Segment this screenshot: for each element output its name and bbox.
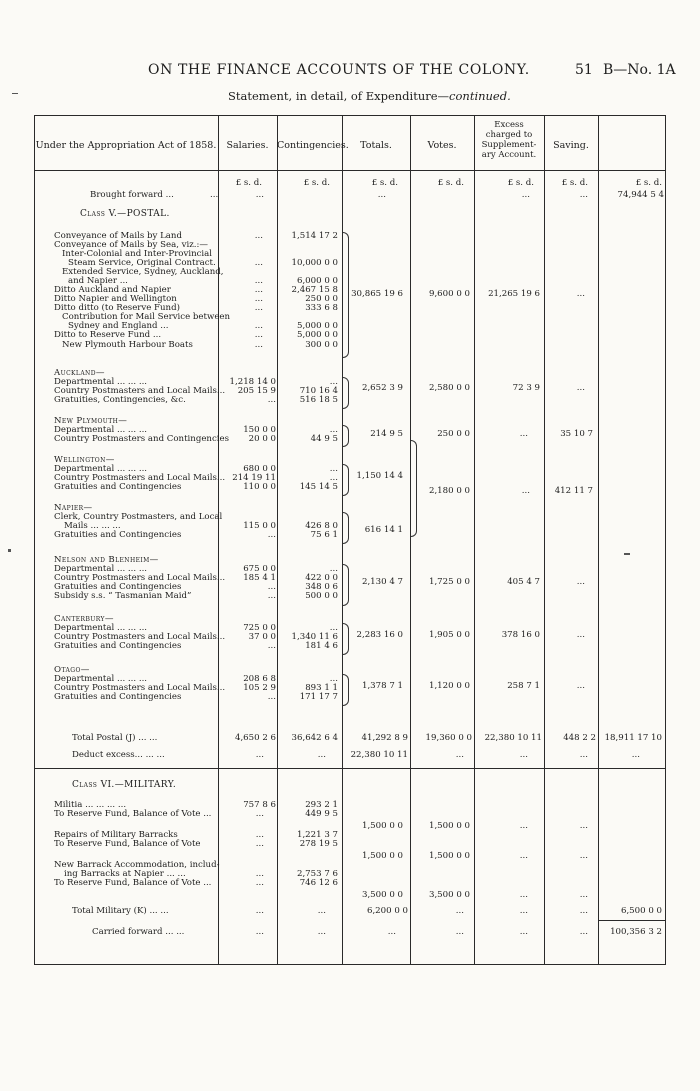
postal-line-contingencies: 5,000 0 0 — [296, 330, 338, 340]
brought-forward-amount: 74,944 5 4 — [617, 190, 664, 200]
well-napier-votes: 2,180 0 0 — [428, 486, 470, 496]
military-group-saving: ... — [579, 890, 588, 900]
postal-line-label: Inter-Colonial and Inter-Provincial — [62, 249, 213, 259]
ledger-line-contingencies: 44 9 5 — [310, 434, 338, 444]
header-contingencies: Contingencies. — [277, 140, 349, 151]
page-title: ON THE FINANCE ACCOUNTS OF THE COLONY. — [148, 62, 530, 78]
section-votes: 2,580 0 0 — [428, 383, 470, 393]
group-brace — [343, 512, 349, 544]
postal-line-label: Ditto Auckland and Napier — [54, 285, 171, 295]
ledger-line-contingencies: ... — [329, 473, 338, 483]
ledger-line-salaries: 37 0 0 — [248, 632, 276, 642]
ledger-line-contingencies: ... — [329, 623, 338, 633]
postal-line-label: Steam Service, Original Contract. — [68, 258, 216, 268]
ledger-line-contingencies: 500 0 0 — [305, 591, 338, 601]
group-brace — [343, 623, 349, 655]
section-excess: ... — [519, 429, 528, 439]
ledger-line-contingencies: 181 4 6 — [305, 641, 338, 651]
ledger-line-label: Clerk, Country Postmasters, and Local — [54, 512, 223, 522]
ledger-line-contingencies: ... — [329, 425, 338, 435]
postal-group-excess: 21,265 19 6 — [488, 289, 540, 299]
header-excess: Excess charged to Supplementary Account. — [481, 120, 537, 160]
col-divider — [277, 115, 278, 965]
military-group-excess: ... — [519, 851, 528, 861]
section-votes: 1,120 0 0 — [428, 681, 470, 691]
ledger-line-salaries: ... — [255, 830, 264, 840]
military-group-excess: ... — [519, 890, 528, 900]
ledger-line-salaries: ... — [255, 839, 264, 849]
postal-line-label: Conveyance of Mails by Land — [54, 231, 182, 241]
section-heading-nelson: Nelson and Blenheim— — [54, 555, 159, 565]
section-excess: 72 3 9 — [512, 383, 540, 393]
total-military-amount: 6,500 0 0 — [620, 906, 662, 916]
military-group-votes: 1,500 0 0 — [428, 821, 470, 831]
ledger-line-contingencies: 278 19 5 — [299, 839, 338, 849]
brought-forward-label: Brought forward ... — [90, 190, 174, 200]
total-postal-label: Total Postal (J) ... ... — [72, 733, 158, 743]
postal-line-contingencies: 1,514 17 2 — [291, 231, 338, 241]
ledger-line-salaries: 150 0 0 — [243, 425, 276, 435]
ledger-line-label: Gratuities and Contingencies — [54, 582, 182, 592]
ledger-line-salaries: ... — [267, 641, 276, 651]
ledger-line-salaries: 110 0 0 — [243, 482, 276, 492]
header-salaries: Salaries. — [226, 140, 269, 151]
col-divider — [544, 115, 545, 965]
ledger-line-label: Gratuities and Contingencies — [54, 641, 182, 651]
ledger-line-salaries: ... — [255, 809, 264, 819]
postal-line-contingencies: 333 6 8 — [305, 303, 338, 313]
ledger-line-label: Mails ... ... ... — [64, 521, 121, 531]
ledger-line-contingencies: 426 8 0 — [305, 521, 338, 531]
total-military-label: Total Military (K) ... ... — [72, 906, 169, 916]
section-heading-otago: Otago— — [54, 665, 90, 675]
section-saving: ... — [576, 630, 585, 640]
ledger-line-label: Subsidy s.s. “ Tasmanian Maid” — [54, 591, 192, 601]
group-brace — [343, 564, 349, 606]
postal-line-label: New Plymouth Harbour Boats — [62, 340, 193, 350]
ledger-line-contingencies: 348 0 6 — [305, 582, 338, 592]
ledger-line-salaries: 205 15 9 — [237, 386, 276, 396]
statement-subtitle: Statement, in detail, of Expenditure—continued. — [228, 89, 511, 103]
subtotal-rule — [599, 920, 666, 921]
ledger-line-salaries: 757 8 6 — [243, 800, 276, 810]
ledger-line-label: To Reserve Fund, Balance of Vote ... — [54, 878, 212, 888]
ledger-line-salaries: 725 0 0 — [243, 623, 276, 633]
ledger-line-salaries: 20 0 0 — [248, 434, 276, 444]
postal-line-label: Sydney and England ... — [68, 321, 169, 331]
section-totals: 2,283 16 0 — [356, 630, 403, 640]
postal-line-contingencies: 300 0 0 — [305, 340, 338, 350]
postal-line-salaries: ... — [254, 276, 263, 286]
ledger-line-salaries: 208 6 8 — [243, 674, 276, 684]
ledger-line-salaries: ... — [267, 591, 276, 601]
section-saving: ... — [576, 681, 585, 691]
page-header — [0, 62, 700, 82]
col-divider — [410, 115, 411, 965]
ledger-line-label: Departmental ... ... ... — [54, 623, 148, 633]
ledger-line-label: Departmental ... ... ... — [54, 564, 148, 574]
group-brace — [411, 440, 417, 537]
postal-line-contingencies: 5,000 0 0 — [296, 321, 338, 331]
ledger-line-label: To Reserve Fund, Balance of Vote — [54, 839, 201, 849]
page-number: 51 — [575, 62, 593, 78]
ledger-line-salaries: 214 19 11 — [232, 473, 276, 483]
ledger-line-contingencies: ... — [329, 674, 338, 684]
section-totals: 1,378 7 1 — [361, 681, 403, 691]
postal-line-contingencies: 10,000 0 0 — [291, 258, 338, 268]
ledger-line-label: ing Barracks at Napier ... ... — [64, 869, 186, 879]
postal-line-salaries: ... — [254, 303, 263, 313]
group-brace — [343, 377, 349, 409]
ledger-line-label: Gratuities and Contingencies — [54, 482, 182, 492]
military-group-totals: 1,500 0 0 — [361, 851, 403, 861]
ledger-line-label: Country Postmasters and Local Mails... — [54, 632, 226, 642]
ledger-line-contingencies: 422 0 0 — [305, 573, 338, 583]
section-excess: 378 16 0 — [501, 630, 540, 640]
ledger-line-salaries: 185 4 1 — [243, 573, 276, 583]
section-heading-canterbury: Canterbury— — [54, 614, 114, 624]
military-group-votes: 3,500 0 0 — [428, 890, 470, 900]
ledger-line-salaries: ... — [267, 692, 276, 702]
ledger-line-contingencies: 746 12 6 — [299, 878, 338, 888]
col-divider — [474, 115, 475, 965]
col-divider — [598, 115, 599, 965]
header-totals: Totals. — [360, 140, 392, 151]
postal-line-label: Ditto Napier and Wellington — [54, 294, 177, 304]
carried-forward-amount: 100,356 3 2 — [610, 927, 662, 937]
ledger-line-salaries: ... — [267, 582, 276, 592]
section-totals: 2,652 3 9 — [361, 383, 403, 393]
total-postal-amount: 18,911 17 10 — [604, 733, 662, 743]
postal-line-label: Ditto to Reserve Fund ... — [54, 330, 162, 340]
section-votes: 250 0 0 — [437, 429, 470, 439]
document-reference: B—No. 1A — [603, 62, 676, 78]
currency-unit-label: £ s. d. — [303, 178, 330, 188]
ledger-line-contingencies: 2,753 7 6 — [296, 869, 338, 879]
ledger-line-salaries: 1,218 14 0 — [229, 377, 276, 387]
ledger-line-label: Departmental ... ... ... — [54, 674, 148, 684]
currency-unit-label: £ s. d. — [371, 178, 398, 188]
section-saving: 35 10 7 — [560, 429, 593, 439]
ledger-line-label: Country Postmasters and Local Mails... — [54, 573, 226, 583]
ledger-line-label: Militia ... ... ... ... — [54, 800, 127, 810]
carried-forward-label: Carried forward ... ... — [92, 927, 185, 937]
currency-unit-label: £ s. d. — [635, 178, 662, 188]
ledger-line-label: Departmental ... ... ... — [54, 377, 148, 387]
ledger-line-label: Departmental ... ... ... — [54, 425, 148, 435]
ledger-line-contingencies: 293 2 1 — [305, 800, 338, 810]
ledger-line-salaries: ... — [267, 395, 276, 405]
section-heading-wellington: Wellington— — [54, 455, 115, 465]
ledger-line-contingencies: ... — [329, 464, 338, 474]
ledger-line-label: Repairs of Military Barracks — [54, 830, 178, 840]
postal-line-contingencies: 2,467 15 8 — [291, 285, 338, 295]
group-brace — [343, 425, 349, 447]
military-group-excess: ... — [519, 821, 528, 831]
ledger-line-label: Gratuities and Contingencies — [54, 692, 182, 702]
postal-line-salaries: ... — [254, 340, 263, 350]
group-brace — [343, 464, 349, 496]
header-description: Under the Appropriation Act of 1858. — [35, 140, 217, 151]
section-rule — [34, 768, 666, 769]
ledger-line-contingencies: 1,221 3 7 — [296, 830, 338, 840]
section-totals: 214 9 5 — [370, 429, 403, 439]
section-heading-auckland: Auckland— — [54, 368, 105, 378]
ledger-line-label: Departmental ... ... ... — [54, 464, 148, 474]
deduct-excess-label: Deduct excess... ... ... — [72, 750, 165, 760]
ledger-line-salaries: 675 0 0 — [243, 564, 276, 574]
ledger-line-salaries: 680 0 0 — [243, 464, 276, 474]
ledger-line-label: Country Postmasters and Local Mails... — [54, 473, 226, 483]
scan-mark — [12, 93, 18, 94]
section-heading-military: Class VI.—MILITARY. — [72, 780, 177, 790]
well-napier-saving: 412 11 7 — [554, 486, 593, 496]
header-saving: Saving. — [553, 140, 589, 151]
ledger-line-contingencies: 449 9 5 — [305, 809, 338, 819]
currency-unit-label: £ s. d. — [507, 178, 534, 188]
header-rule — [34, 170, 666, 171]
ledger-line-label: To Reserve Fund, Balance of Vote ... — [54, 809, 212, 819]
military-group-saving: ... — [579, 821, 588, 831]
scan-mark — [624, 553, 630, 555]
section-heading-napier: Napier— — [54, 503, 93, 513]
section-saving: ... — [576, 577, 585, 587]
ledger-line-salaries: 105 2 9 — [243, 683, 276, 693]
ledger-line-label: Country Postmasters and Local Mails... — [54, 683, 226, 693]
well-napier-excess: ... — [521, 486, 530, 496]
section-totals: 616 14 1 — [364, 525, 403, 535]
group-brace — [343, 232, 349, 358]
ledger-line-label: New Barrack Accommodation, includ- — [54, 860, 220, 870]
section-totals: 2,130 4 7 — [361, 577, 403, 587]
postal-group-totals: 30,865 19 6 — [351, 289, 403, 299]
ledger-line-contingencies: 171 17 7 — [299, 692, 338, 702]
postal-line-salaries: ... — [254, 321, 263, 331]
postal-line-contingencies: 250 0 0 — [305, 294, 338, 304]
ledger-line-salaries: ... — [255, 878, 264, 888]
header-votes: Votes. — [427, 140, 457, 151]
postal-line-salaries: ... — [254, 330, 263, 340]
section-votes: 1,725 0 0 — [428, 577, 470, 587]
ledger-line-contingencies: 710 16 4 — [299, 386, 338, 396]
ledger-line-contingencies: ... — [329, 564, 338, 574]
ledger-line-label: Country Postmasters and Local Mails... — [54, 386, 226, 396]
postal-line-salaries: ... — [254, 231, 263, 241]
ledger-line-contingencies: ... — [329, 377, 338, 387]
postal-group-votes: 9,600 0 0 — [428, 289, 470, 299]
ledger-line-salaries: 115 0 0 — [243, 521, 276, 531]
ledger-line-salaries: ... — [267, 530, 276, 540]
ledger-line-contingencies: 75 6 1 — [310, 530, 338, 540]
postal-line-salaries: ... — [254, 258, 263, 268]
section-heading-new-plymouth: New Plymouth— — [54, 416, 128, 426]
col-divider — [218, 115, 219, 965]
postal-line-label: Contribution for Mail Service between — [62, 312, 231, 322]
section-excess: 405 4 7 — [507, 577, 540, 587]
ledger-line-label: Gratuities and Contingencies — [54, 530, 182, 540]
military-group-totals: 3,500 0 0 — [361, 890, 403, 900]
scan-mark — [8, 549, 11, 552]
postal-line-label: and Napier ... — [68, 276, 128, 286]
section-heading-postal: Class V.—POSTAL. — [80, 209, 170, 219]
section-votes: 1,905 0 0 — [428, 630, 470, 640]
ledger-line-contingencies: 145 14 5 — [299, 482, 338, 492]
military-group-saving: ... — [579, 851, 588, 861]
postal-line-contingencies: 6,000 0 0 — [296, 276, 338, 286]
postal-line-salaries: ... — [254, 294, 263, 304]
section-totals: 1,150 14 4 — [356, 471, 403, 481]
section-excess: 258 7 1 — [507, 681, 540, 691]
group-brace — [343, 674, 349, 706]
military-group-votes: 1,500 0 0 — [428, 851, 470, 861]
postal-line-label: Conveyance of Mails by Sea, viz.:— — [54, 240, 209, 250]
ledger-line-contingencies: 893 1 1 — [305, 683, 338, 693]
section-saving: ... — [576, 383, 585, 393]
ledger-line-contingencies: 1,340 11 6 — [291, 632, 338, 642]
ledger-line-contingencies: 516 18 5 — [299, 395, 338, 405]
military-group-totals: 1,500 0 0 — [361, 821, 403, 831]
currency-unit-label: £ s. d. — [235, 178, 262, 188]
ledger-line-label: Country Postmasters and Contingencies — [54, 434, 230, 444]
currency-unit-label: £ s. d. — [437, 178, 464, 188]
ledger-line-label: Gratuities, Contingencies, &c. — [54, 395, 186, 405]
currency-unit-label: £ s. d. — [561, 178, 588, 188]
postal-line-label: Extended Service, Sydney, Auckland, — [62, 267, 224, 277]
postal-line-label: Ditto ditto (to Reserve Fund) — [54, 303, 180, 313]
ledger-line-salaries: ... — [255, 869, 264, 879]
postal-group-saving: ... — [576, 289, 585, 299]
postal-line-salaries: ... — [254, 285, 263, 295]
